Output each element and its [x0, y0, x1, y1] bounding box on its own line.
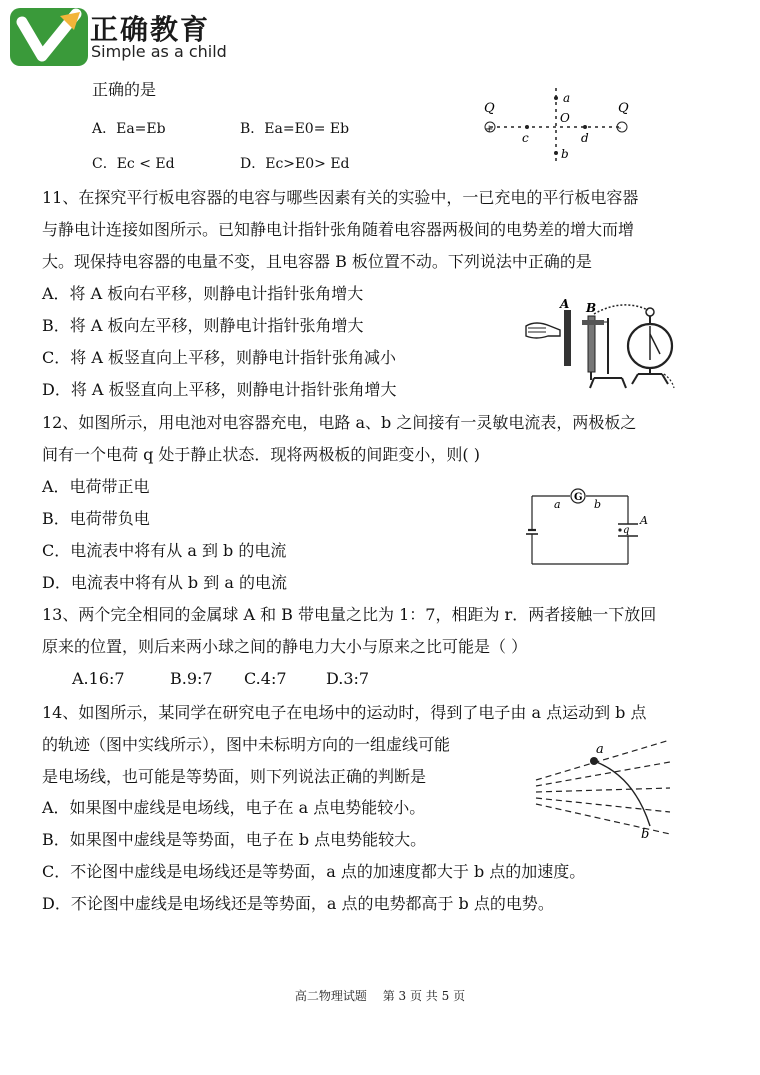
q14-option-d: D．不论图中虚线是电场线还是等势面，a 点的电势都高于 b 点的电势。 [42, 894, 554, 913]
q12-circuit-figure [524, 480, 654, 572]
q14-option-c: C．不论图中虚线是电场线还是等势面，a 点的加速度都大于 b 点的加速度。 [42, 862, 586, 881]
q10-option-b: B．Ea=E0= Eb [240, 121, 350, 137]
q11-option-a: A．将 A 板向右平移，则静电计指针张角增大 [42, 284, 364, 303]
q14-label-a: a [596, 742, 604, 757]
q12-label-b: b [594, 498, 602, 511]
q11-label-plate-a: A [560, 297, 570, 311]
q14-stem-line-2: 的轨迹（图中实线所示），图中未标明方向的一组虚线可能 [42, 735, 451, 754]
q12-option-a: A．电荷带正电 [42, 477, 150, 496]
q10-label-q-right: Q [618, 101, 629, 116]
q14-stem-line-1: 14、如图所示，某同学在研究电子在电场中的运动时，得到了电子由 a 点运动到 b 点 [42, 703, 647, 722]
q10-option-a: A．Ea=Eb [92, 121, 166, 137]
logo-mark [10, 8, 88, 66]
q11-option-c: C．将 A 板竖直向上平移，则静电计指针张角减小 [42, 348, 396, 367]
q12-label-plate-a: A [640, 514, 648, 527]
q11-stem-line-1: 11、在探究平行板电容器的电容与哪些因素有关的实验中，一已充电的平行板电容器 [42, 188, 639, 207]
q14-option-b: B．如果图中虚线是等势面，电子在 b 点电势能较大。 [42, 830, 427, 849]
q10-option-d: D．Ec>E0> Ed [240, 156, 350, 172]
q14-stem-line-3: 是电场线，也可能是等势面，则下列说法正确的判断是 [42, 767, 427, 786]
q12-option-c: C．电流表中将有从 a 到 b 的电流 [42, 541, 287, 560]
q13-option-b: B.9:7 [170, 669, 213, 688]
q10-stem-tail: 正确的是 [92, 80, 157, 99]
q12-option-d: D．电流表中将有从 b 到 a 的电流 [42, 573, 287, 592]
q13-option-c: C.4:7 [244, 669, 287, 688]
q12-label-galvanometer: G [574, 492, 583, 503]
q11-electrometer-figure [522, 296, 698, 392]
page-footer: 高二物理试题 第 3 页 共 5 页 [294, 989, 466, 1003]
q12-stem-line-1: 12、如图所示，用电池对电容器充电，电路 a、b 之间接有一灵敏电流表，两极板之 [42, 413, 637, 432]
q10-charge-figure [470, 80, 640, 165]
q11-option-b: B．将 A 板向左平移，则静电计指针张角增大 [42, 316, 364, 335]
q14-field-figure [532, 738, 674, 838]
q10-label-q-left: Q [484, 101, 495, 116]
q14-label-b: b [641, 827, 650, 838]
q11-option-d: D．将 A 板竖直向上平移，则静电计指针张角增大 [42, 380, 397, 399]
q12-option-b: B．电荷带负电 [42, 509, 150, 528]
q10-label-a: a [563, 91, 571, 105]
q13-option-d: D.3:7 [326, 669, 370, 688]
q12-label-q: q [623, 525, 630, 536]
q14-option-a: A．如果图中虚线是电场线，电子在 a 点电势能较小。 [42, 798, 426, 817]
q10-label-d: d [581, 131, 589, 145]
brand-slogan: Simple as a child [91, 42, 227, 61]
q13-stem-line-2: 原来的位置，则后来两小球之间的静电力大小与原来之比可能是（ ） [42, 637, 528, 656]
q11-stem-line-2: 与静电计连接如图所示。已知静电计指针张角随着电容器两极间的电势差的增大而增 [42, 220, 635, 239]
brand-name: 正确教育 [90, 13, 211, 46]
q11-label-plate-b: B [586, 301, 597, 315]
q10-label-b: b [561, 147, 569, 161]
q10-option-c: C．Ec < Ed [92, 156, 175, 172]
q13-stem-line-1: 13、两个完全相同的金属球 A 和 B 带电量之比为 1：7，相距为 r．两者接触一下放回 [42, 605, 657, 624]
svg-text:-: - [618, 123, 622, 134]
q11-stem-line-3: 大。现保持电容器的电量不变，且电容器 B 板位置不动。下列说法中正确的是 [42, 252, 592, 271]
q10-label-o: O [560, 111, 570, 125]
q10-label-c: c [522, 131, 529, 145]
svg-text:+: + [485, 124, 494, 135]
q12-label-a: a [554, 498, 561, 511]
q12-stem-line-2: 间有一个电荷 q 处于静止状态．现将两极板的间距变小，则( ) [42, 445, 480, 464]
q13-option-a: A.16:7 [72, 669, 125, 688]
